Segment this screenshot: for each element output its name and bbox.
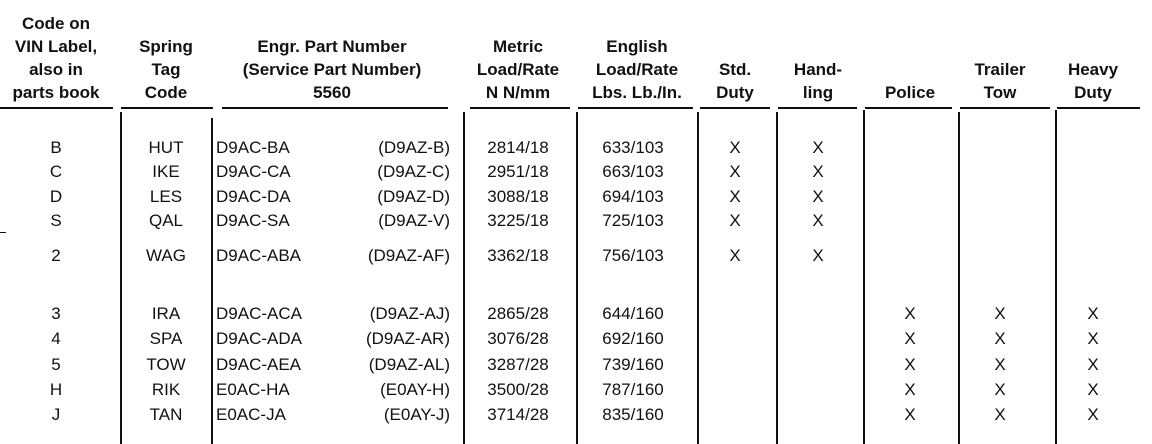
cell-std: X <box>729 138 741 157</box>
cell-tag: HUT <box>148 138 184 157</box>
column-rule-2 <box>463 112 465 444</box>
header-underline-6 <box>778 107 857 109</box>
cell-english: 692/160 <box>602 329 664 348</box>
cell-engr: D9AC-CA <box>216 162 291 181</box>
column-rule-4 <box>697 112 699 444</box>
cell-police: X <box>904 329 916 348</box>
header-underline-7 <box>865 107 952 109</box>
header-english: English Load/Rate Lbs. Lb./In. <box>592 37 682 102</box>
cell-engr: D9AC-SA <box>216 211 290 230</box>
cell-trailer: X <box>994 329 1006 348</box>
cell-metric: 3225/18 <box>487 211 549 230</box>
cell-english: 739/160 <box>602 355 664 374</box>
header-underline-9 <box>1057 107 1140 109</box>
cell-service: (D9AZ-AF) <box>367 246 450 265</box>
cell-vin: 4 <box>51 329 61 348</box>
column-rule-8 <box>1055 110 1057 444</box>
cell-vin: J <box>51 405 61 424</box>
cell-service: (D9AZ-AR) <box>365 329 450 348</box>
header-std: Std. Duty <box>716 60 754 102</box>
cell-service: (E0AY-H) <box>380 380 450 399</box>
header-part: Engr. Part Number (Service Part Number) 5560 <box>242 37 422 102</box>
cell-police: X <box>904 405 916 424</box>
cell-handling: X <box>812 246 824 265</box>
cell-heavy: X <box>1087 355 1099 374</box>
cell-police: X <box>904 355 916 374</box>
cell-service: (D9AZ-V) <box>378 211 450 230</box>
cell-english: 787/160 <box>602 380 664 399</box>
header-trailer: Trailer Tow <box>974 60 1026 102</box>
cell-tag: RIK <box>151 380 181 399</box>
header-vin: Code on VIN Label, also in parts book <box>12 14 100 102</box>
header-underline-0 <box>0 107 113 109</box>
cell-handling: X <box>812 187 824 206</box>
cell-engr: D9AC-ACA <box>216 304 302 323</box>
cell-tag: SPA <box>149 329 183 348</box>
cell-metric: 3362/18 <box>487 246 549 265</box>
cell-metric: 3076/28 <box>487 329 549 348</box>
cell-vin: S <box>50 211 62 230</box>
cell-tag: TAN <box>149 405 183 424</box>
cell-vin: C <box>49 162 63 181</box>
column-rule-7 <box>958 112 960 444</box>
cell-vin: 2 <box>51 246 61 265</box>
cell-english: 663/103 <box>602 162 664 181</box>
edge-tick <box>0 232 6 233</box>
cell-service: (E0AY-J) <box>383 405 450 424</box>
header-heavy: Heavy Duty <box>1067 60 1119 102</box>
cell-tag: LES <box>149 187 183 206</box>
header-handling: Hand- ling <box>793 60 843 102</box>
cell-service: (D9AZ-AL) <box>368 355 450 374</box>
cell-metric: 2865/28 <box>487 304 549 323</box>
cell-handling: X <box>812 211 824 230</box>
header-metric: Metric Load/Rate N N/mm <box>476 37 560 102</box>
cell-tag: IRA <box>151 304 181 323</box>
cell-metric: 3500/28 <box>487 380 549 399</box>
column-rule-6 <box>863 110 865 444</box>
cell-handling: X <box>812 138 824 157</box>
column-rule-3 <box>576 112 578 444</box>
cell-service: (D9AZ-C) <box>377 162 450 181</box>
cell-tag: QAL <box>148 211 184 230</box>
cell-engr: D9AC-AEA <box>216 355 302 374</box>
cell-english: 725/103 <box>602 211 664 230</box>
cell-engr: D9AC-DA <box>216 187 291 206</box>
cell-engr: D9AC-ADA <box>216 329 302 348</box>
cell-police: X <box>904 304 916 323</box>
cell-vin: B <box>50 138 62 157</box>
cell-english: 694/103 <box>602 187 664 206</box>
cell-heavy: X <box>1087 329 1099 348</box>
cell-metric: 2814/18 <box>487 138 549 157</box>
column-rule-0 <box>120 112 122 444</box>
cell-std: X <box>729 187 741 206</box>
cell-trailer: X <box>994 304 1006 323</box>
cell-engr: E0AC-JA <box>216 405 286 424</box>
cell-handling: X <box>812 162 824 181</box>
cell-vin: 5 <box>51 355 61 374</box>
header-police: Police <box>884 83 936 102</box>
cell-engr: D9AC-BA <box>216 138 290 157</box>
cell-tag: TOW <box>146 355 186 374</box>
cell-tag: IKE <box>152 162 180 181</box>
cell-english: 756/103 <box>602 246 664 265</box>
cell-english: 633/103 <box>602 138 664 157</box>
cell-tag: WAG <box>146 246 186 265</box>
cell-service: (D9AZ-AJ) <box>369 304 450 323</box>
cell-trailer: X <box>994 380 1006 399</box>
header-underline-8 <box>960 107 1050 109</box>
header-underline-3 <box>470 107 570 109</box>
cell-engr: E0AC-HA <box>216 380 290 399</box>
header-underline-5 <box>700 107 770 109</box>
cell-english: 644/160 <box>602 304 664 323</box>
header-underline-4 <box>578 107 693 109</box>
cell-trailer: X <box>994 355 1006 374</box>
cell-metric: 3287/28 <box>487 355 549 374</box>
cell-metric: 2951/18 <box>487 162 549 181</box>
header-tag: Spring Tag Code <box>139 37 193 102</box>
cell-metric: 3088/18 <box>487 187 549 206</box>
cell-service: (D9AZ-D) <box>377 187 450 206</box>
cell-engr: D9AC-ABA <box>216 246 302 265</box>
cell-english: 835/160 <box>602 405 664 424</box>
cell-heavy: X <box>1087 304 1099 323</box>
column-rule-5 <box>776 112 778 444</box>
column-rule-1 <box>211 118 213 444</box>
cell-std: X <box>729 246 741 265</box>
cell-vin: D <box>49 187 63 206</box>
cell-heavy: X <box>1087 380 1099 399</box>
cell-vin: H <box>49 380 63 399</box>
cell-std: X <box>729 162 741 181</box>
cell-service: (D9AZ-B) <box>378 138 450 157</box>
cell-trailer: X <box>994 405 1006 424</box>
cell-vin: 3 <box>51 304 61 323</box>
header-underline-1 <box>121 107 213 109</box>
cell-metric: 3714/28 <box>487 405 549 424</box>
cell-std: X <box>729 211 741 230</box>
cell-heavy: X <box>1087 405 1099 424</box>
header-underline-2 <box>222 107 448 109</box>
cell-police: X <box>904 380 916 399</box>
